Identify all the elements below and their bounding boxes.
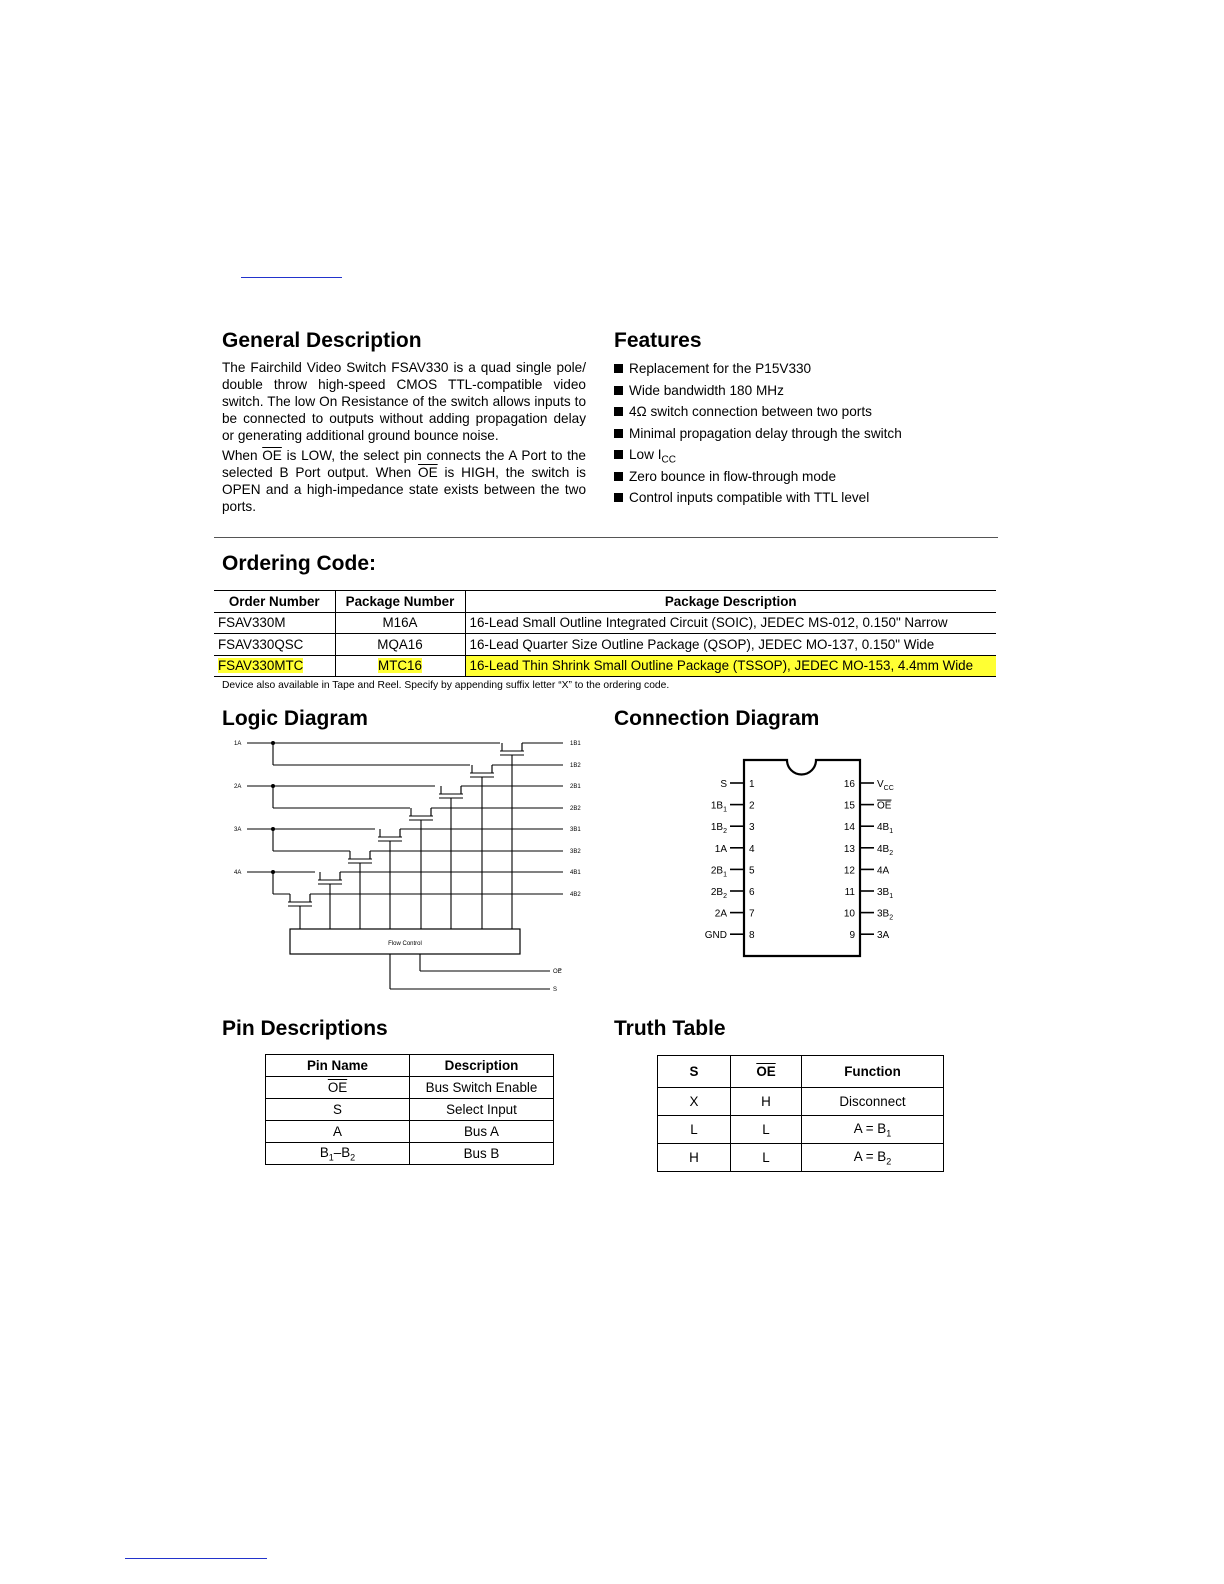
output-label: 1B1 [570,741,581,747]
pin-name-cell [266,1077,410,1099]
features-list [614,358,902,509]
pin-name: 3A [877,930,890,942]
column-header: Pin Name [266,1055,410,1077]
pin-desc-cell [410,1143,554,1165]
input-label: 4A [234,870,242,876]
input-label: 1A [234,741,242,747]
pin-number: 12 [843,865,855,877]
oe-cell: L [731,1144,802,1172]
truth-table [657,1055,944,1172]
ic-pin-right [844,865,890,876]
ic-package-outline [744,760,860,956]
table-row-highlighted [214,655,996,677]
feature-item [614,423,902,445]
cell-text: FSAV330M [218,615,286,631]
pin-name: 4A [877,865,890,877]
bullet-square-icon [614,407,623,416]
highlighted-text: FSAV330MTC [218,658,304,674]
pin-desc-cell [410,1099,554,1121]
logic-switches [288,743,563,929]
cell-text: 16-Lead Small Outline Integrated Circuit (SOIC), JEDEC MS-012, 0.150" Narrow [469,615,948,631]
control-lines [390,954,550,989]
pin-number: 2 [749,800,755,812]
pin-name: 1A [714,843,727,855]
truth-table-heading: Truth Table [614,1017,726,1040]
s-cell: H [658,1144,731,1172]
transistor-switch [348,851,563,929]
cell-text: M16A [382,615,418,631]
pin-name: S [720,779,727,790]
bullet-square-icon [614,429,623,438]
feature-text: Replacement for the P15V330 [629,361,812,376]
table-row [266,1121,554,1143]
cell-text: $\overline{OE}$ [756,1064,776,1079]
cell-text: S [333,1102,342,1117]
column-header: Description [410,1055,554,1077]
feature-item [614,401,902,423]
transistor-switch [470,765,563,929]
pin-number: 13 [843,843,855,855]
column-header: Function [802,1056,944,1088]
table-row [266,1143,554,1165]
feature-item [614,444,902,466]
pin-number: 14 [843,822,855,834]
pin-desc-cell [410,1077,554,1099]
order-number-cell [214,634,335,656]
package-number-cell [335,655,465,677]
bullet-square-icon [614,450,623,459]
output-label: 4B1 [570,870,581,876]
transistor-switch [500,743,563,929]
cell-subscript: 2 [886,1156,892,1167]
bottom-link-underline[interactable] [125,1558,267,1559]
pin-name: $1B_2$ [710,822,727,836]
para2-text-c: is HIGH, the switch is OPEN and a high-impedance state exists between the two ports. [222,465,586,514]
function-cell: Disconnect [802,1088,944,1116]
pin-name: $3B_2$ [877,908,894,922]
transistor-switch [378,829,563,929]
function-cell [802,1116,944,1144]
oe-cell: H [731,1088,802,1116]
pin-number: 7 [749,908,755,920]
pin-name-cell [266,1143,410,1165]
package-description-cell [465,655,996,677]
ic-pin-left [715,909,755,920]
feature-subscript: CC [661,454,676,466]
control-label: S [553,987,558,993]
ic-pin-right [844,801,892,812]
output-label: 3B2 [570,849,581,855]
column-header: Order Number [214,591,335,613]
feature-text: Minimal propagation delay through the switch [629,425,902,441]
pin-number: 1 [749,779,755,790]
logic-labels [234,741,581,993]
oe-cell: L [731,1116,802,1144]
ic-pin-left [715,844,755,855]
transistor-switch [318,872,563,929]
table-row [266,1077,554,1099]
pin-number: 5 [749,865,755,877]
pin-name: $4B_2$ [877,843,894,857]
cell-text: Bus B [463,1146,500,1161]
general-description-para-1: The Fairchild Video Switch FSAV330 is a quad single pole/ double throw high-speed CMOS TTL-compatible video switch. The low On Resistance of the switch allows inputs to be connected to outputs without adding propagation delay or generating additional ground bounce noise. [222,360,586,443]
feature-text: Low I [629,447,662,462]
bullet-square-icon [614,386,623,395]
pin-number: 15 [843,800,855,812]
pin-number: 6 [749,887,755,898]
connection-diagram [700,755,930,965]
ordering-table [214,590,996,677]
package-number-cell [335,634,465,656]
output-label: 2B1 [570,784,581,790]
feature-item [614,380,902,402]
pin-header-row [266,1055,554,1077]
column-header [731,1056,802,1088]
bullet-square-icon [614,472,623,481]
highlighted-text: MTC16 [378,658,422,674]
column-header: Package Description [465,591,996,613]
oe-overline-text: $\overline{OE}$ [262,448,282,463]
s-cell: X [658,1088,731,1116]
ordering-header-row [214,591,996,613]
pin-name: $1B_1$ [710,800,727,814]
input-label: 3A [234,827,242,833]
table-row [658,1144,944,1172]
order-number-cell [214,612,335,634]
pin-name: $V_{CC}$ [877,779,894,792]
para2-text-b: is LOW, the select pin connects the A Port to the selected B Port output. When [222,448,586,480]
output-label: 2B2 [570,806,581,812]
control-label: OE [553,969,562,975]
cell-text: A = B [853,1120,887,1136]
logic-diagram-heading: Logic Diagram [222,707,368,730]
package-description-cell [465,634,996,656]
pin-name-cell [266,1099,410,1121]
pin-number: 9 [849,930,855,942]
top-link-underline[interactable] [241,277,342,278]
cell-text: B [319,1144,329,1160]
pin-name: $2B_1$ [710,865,727,879]
cell-text: –B [333,1144,351,1160]
pin-number: 11 [844,887,855,898]
general-description-heading: General Description [222,329,422,352]
feature-item [614,487,902,509]
cell-text: Bus A [464,1124,499,1139]
pin-descriptions-heading: Pin Descriptions [222,1017,388,1040]
para2-text-a: When [222,448,263,463]
cell-text: Bus Switch Enable [425,1080,538,1095]
pin-number: 3 [749,822,755,834]
logic-diagram [225,735,595,1000]
pin-number: 4 [749,843,755,855]
features-heading: Features [614,329,702,352]
transistor-switch [409,808,563,929]
connection-diagram-heading: Connection Diagram [614,707,820,730]
bullet-square-icon [614,364,623,373]
feature-text: Control inputs compatible with TTL level [629,490,870,505]
pin-name: $2B_2$ [710,887,727,900]
input-label: 2A [234,784,242,790]
cell-text: MQA16 [377,636,423,652]
pin-number: 16 [843,779,855,790]
cell-subscript: 1 [886,1128,892,1139]
cell-subscript: 1 [328,1152,334,1163]
section-divider [214,537,998,538]
feature-text: 4Ω switch connection between two ports [629,404,872,419]
table-row [658,1088,944,1116]
order-number-cell [214,655,335,677]
bullet-square-icon [614,493,623,502]
table-row [658,1116,944,1144]
feature-item [614,358,902,380]
package-description-cell [465,612,996,634]
feature-text: Wide bandwidth 180 MHz [629,382,784,398]
ordering-note: Device also available in Tape and Reel. Specify by appending suffix letter “X” to the ordering code. [222,680,670,691]
table-row [266,1099,554,1121]
ic-pin-left [720,779,755,790]
cell-subscript: 2 [350,1152,356,1163]
transistor-switch [288,894,563,929]
output-label: 1B2 [570,763,581,769]
cell-text: FSAV330QSC [218,636,304,652]
column-header: Package Number [335,591,465,613]
feature-text: Zero bounce in flow-through mode [629,468,837,484]
truth-header-row [658,1056,944,1088]
pin-name: $3B_1$ [877,887,894,900]
cell-text: Select Input [446,1102,517,1117]
highlighted-text: 16-Lead Thin Shrink Small Outline Package (TSSOP), JEDEC MO-153, 4.4mm Wide [469,658,974,674]
flow-control-label: Flow Control [388,941,422,947]
logic-wires [247,743,500,894]
oe-overline-text: $\overline{OE}$ [418,465,438,480]
pin-name-cell [266,1121,410,1143]
pin-name: 2A [714,908,727,920]
pin-number: 8 [749,930,755,942]
pin-number: 10 [843,908,855,920]
pin-name: $4B_1$ [877,822,894,836]
package-number-cell [335,612,465,634]
function-cell [802,1144,944,1172]
table-row [214,634,996,656]
output-label: 3B1 [570,827,581,833]
ordering-code-heading: Ordering Code: [222,552,377,575]
cell-text: $\overline{OE}$ [327,1080,348,1095]
pin-name: OE [877,800,892,812]
general-description-para-2 [222,447,586,515]
table-row [214,612,996,634]
feature-item [614,466,902,488]
cell-text: A = B [853,1148,887,1164]
pin-name: GND [704,930,727,942]
s-cell: L [658,1116,731,1144]
cell-text: 16-Lead Quarter Size Outline Package (QSOP), JEDEC MO-137, 0.150" Wide [469,636,935,652]
output-label: 4B2 [570,892,581,898]
cell-text: A [333,1124,342,1139]
column-header: S [658,1056,731,1088]
pin-desc-cell [410,1121,554,1143]
pin-descriptions-table [265,1054,554,1165]
